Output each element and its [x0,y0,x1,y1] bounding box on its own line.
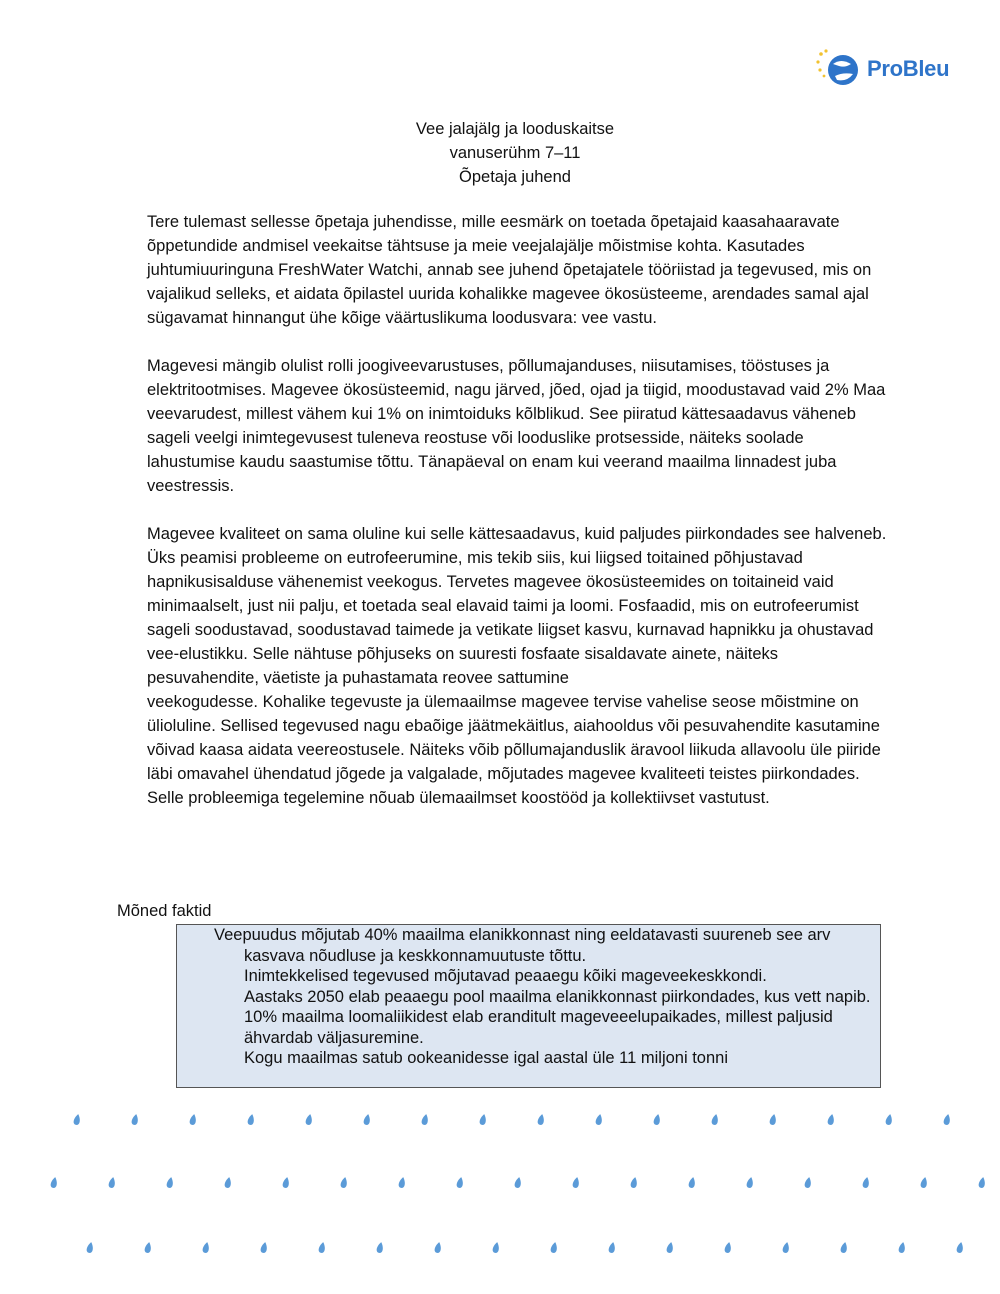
water-drop-icon [340,1177,348,1189]
water-drop-icon [144,1242,152,1254]
water-drop-icon [550,1242,558,1254]
water-drop-icon [398,1177,406,1189]
water-drop-icon [479,1114,487,1126]
paragraph-intro: Tere tulemast sellesse õpetaja juhendisse, mille eesmärk on toetada õpetajaid kaasahaaravate õppetundide andmisel veekaitse tähtsuse ja meie veejalajälje mõistmise kohta. Kasutades juhtumiuuringuna FreshWater Watchi, annab see juhend õpetajatele tööriistad ja tegevused, mis on vajalikud selleks, et aidata õpilastel uurida kohalikke magevee ökosüsteeme, arendades samal ajal sügavamat hinnangut ühe kõige väärtuslikuma loodusvara: vee vastu. [147,213,872,327]
water-drop-icon [202,1242,210,1254]
water-drops-decoration [0,1100,1000,1280]
fact-item: Inimtekkelised tegevused mõjutavad peaaegu kõiki mageveekeskkondi. [244,967,767,985]
water-drop-icon [456,1177,464,1189]
water-drop-icon [840,1242,848,1254]
water-drop-icon [514,1177,522,1189]
paragraph-water-quality-cont: veekogudesse. Kohalike tegevuste ja ülemaailmse magevee tervise vahelise seose mõistmine on ülioluline. Sellised tegevused nagu ebaõige jäätmekäitlus, aiahooldus või pesuvahendite kasutamine võivad kaasa aidata veereostusele. Näiteks võib põllumajanduslik äravool liikuda allavoolu üle piiride läbi omavahel ühendatud jõgede ja valgalade, mõjutades magevee kvaliteeti teistes piirkondades. Selle probleemiga tegelemine nõuab ülemaailmset koostööd ja kollektiivset vastutust. [147,693,881,807]
fact-item: 10% maailma loomaliikidest elab eranditult mageveeelupaikades, millest paljusid ähvardab väljasuremine. [244,1008,833,1047]
water-drop-icon [920,1177,928,1189]
title-line-1: Vee jalajälg ja looduskaitse [415,120,615,138]
title-line-3: Õpetaja juhend [459,168,571,186]
water-drop-icon [376,1242,384,1254]
water-drop-icon [653,1114,661,1126]
water-drop-icon [608,1242,616,1254]
water-drop-icon [73,1114,81,1126]
water-drop-icon [630,1177,638,1189]
water-drop-icon [247,1114,255,1126]
water-drop-icon [50,1177,58,1189]
water-drop-icon [804,1177,812,1189]
title-line-2: vanuserühm 7–11 [449,144,581,162]
water-drop-icon [769,1114,777,1126]
water-drop-icon [166,1177,174,1189]
water-drop-icon [86,1242,94,1254]
water-drop-icon [572,1177,580,1189]
water-drop-icon [282,1177,290,1189]
water-drop-icon [827,1114,835,1126]
water-drop-icon [688,1177,696,1189]
water-drop-icon [724,1242,732,1254]
logo-text: ProBleu [867,56,950,81]
water-drop-icon [131,1114,139,1126]
water-drop-icon [711,1114,719,1126]
facts-heading: Mõned faktid [117,902,212,920]
fact-item: Kogu maailmas satub ookeanidesse igal aastal üle 11 miljoni tonni [244,1049,728,1067]
water-drop-icon [492,1242,500,1254]
water-drop-icon [666,1242,674,1254]
water-drop-icon [782,1242,790,1254]
probleu-logo [815,48,965,92]
water-drop-icon [434,1242,442,1254]
fact-item: Veepuudus mõjutab 40% maailma elanikkonnast ning eeldatavasti suureneb see arv kasvava nõudluse ja keskkonnamuutuste tõttu. [214,926,831,965]
water-drop-icon [224,1177,232,1189]
water-drop-icon [537,1114,545,1126]
water-drop-icon [260,1242,268,1254]
water-drop-icon [421,1114,429,1126]
water-drop-icon [746,1177,754,1189]
water-drop-icon [363,1114,371,1126]
water-drop-icon [898,1242,906,1254]
water-drop-icon [189,1114,197,1126]
water-drop-icon [862,1177,870,1189]
fact-item: Aastaks 2050 elab peaaegu pool maailma elanikkonnast piirkondades, kus vett napib. [244,987,871,1006]
water-drop-icon [108,1177,116,1189]
paragraph-water-quality: Magevee kvaliteet on sama oluline kui selle kättesaadavus, kuid paljudes piirkondades see halveneb. Üks peamisi probleeme on eutrofeerumine, mis tekib siis, kui liigsed toitained põhjustavad hapnikusisalduse vähenemist veekogus. Tervetes magevee ökosüsteemides on toitaineid vaid minimaalselt, just nii palju, et toetada seal elavaid taimi ja loomi. Fosfaadid, mis on eutrofeerumist sageli soodustavad, soodustavad taimede ja vetikate liigset kasvu, kurnavad hapnikku ja ohustavad vee-elustikku. Selle nähtuse põhjuseks on suuresti fosfaate sisaldavate ainete, näiteks pesuvahendite, väetiste ja puhastamata reovee sattumine [147,525,887,687]
water-drop-icon [978,1177,986,1189]
water-drop-icon [956,1242,964,1254]
water-drop-icon [318,1242,326,1254]
water-drop-icon [943,1114,951,1126]
water-drop-icon [885,1114,893,1126]
body-text [147,210,892,834]
document-title [0,117,1000,189]
water-drop-icon [305,1114,313,1126]
water-drop-icon [595,1114,603,1126]
facts-box [176,924,881,1088]
paragraph-freshwater-role: Magevesi mängib olulist rolli joogiveevarustuses, põllumajanduses, niisutamises, tööstuses ja elektritootmises. Magevee ökosüsteemid, nagu järved, jõed, ojad ja tiigid, moodustavad vaid 2% Maa veevarudest, millest vähem kui 1% on inimtoiduks kõlblikud. See piiratud kättesaadavus väheneb sageli veelgi inimtegevusest tuleneva reostuse või looduslike protsesside, näiteks soolade lahustumise kaudu saastumise tõttu. Tänapäeval on enam kui veerand maailma linnadest juba veestressis. [147,357,886,495]
probleu-globe-logo-icon [815,48,863,92]
